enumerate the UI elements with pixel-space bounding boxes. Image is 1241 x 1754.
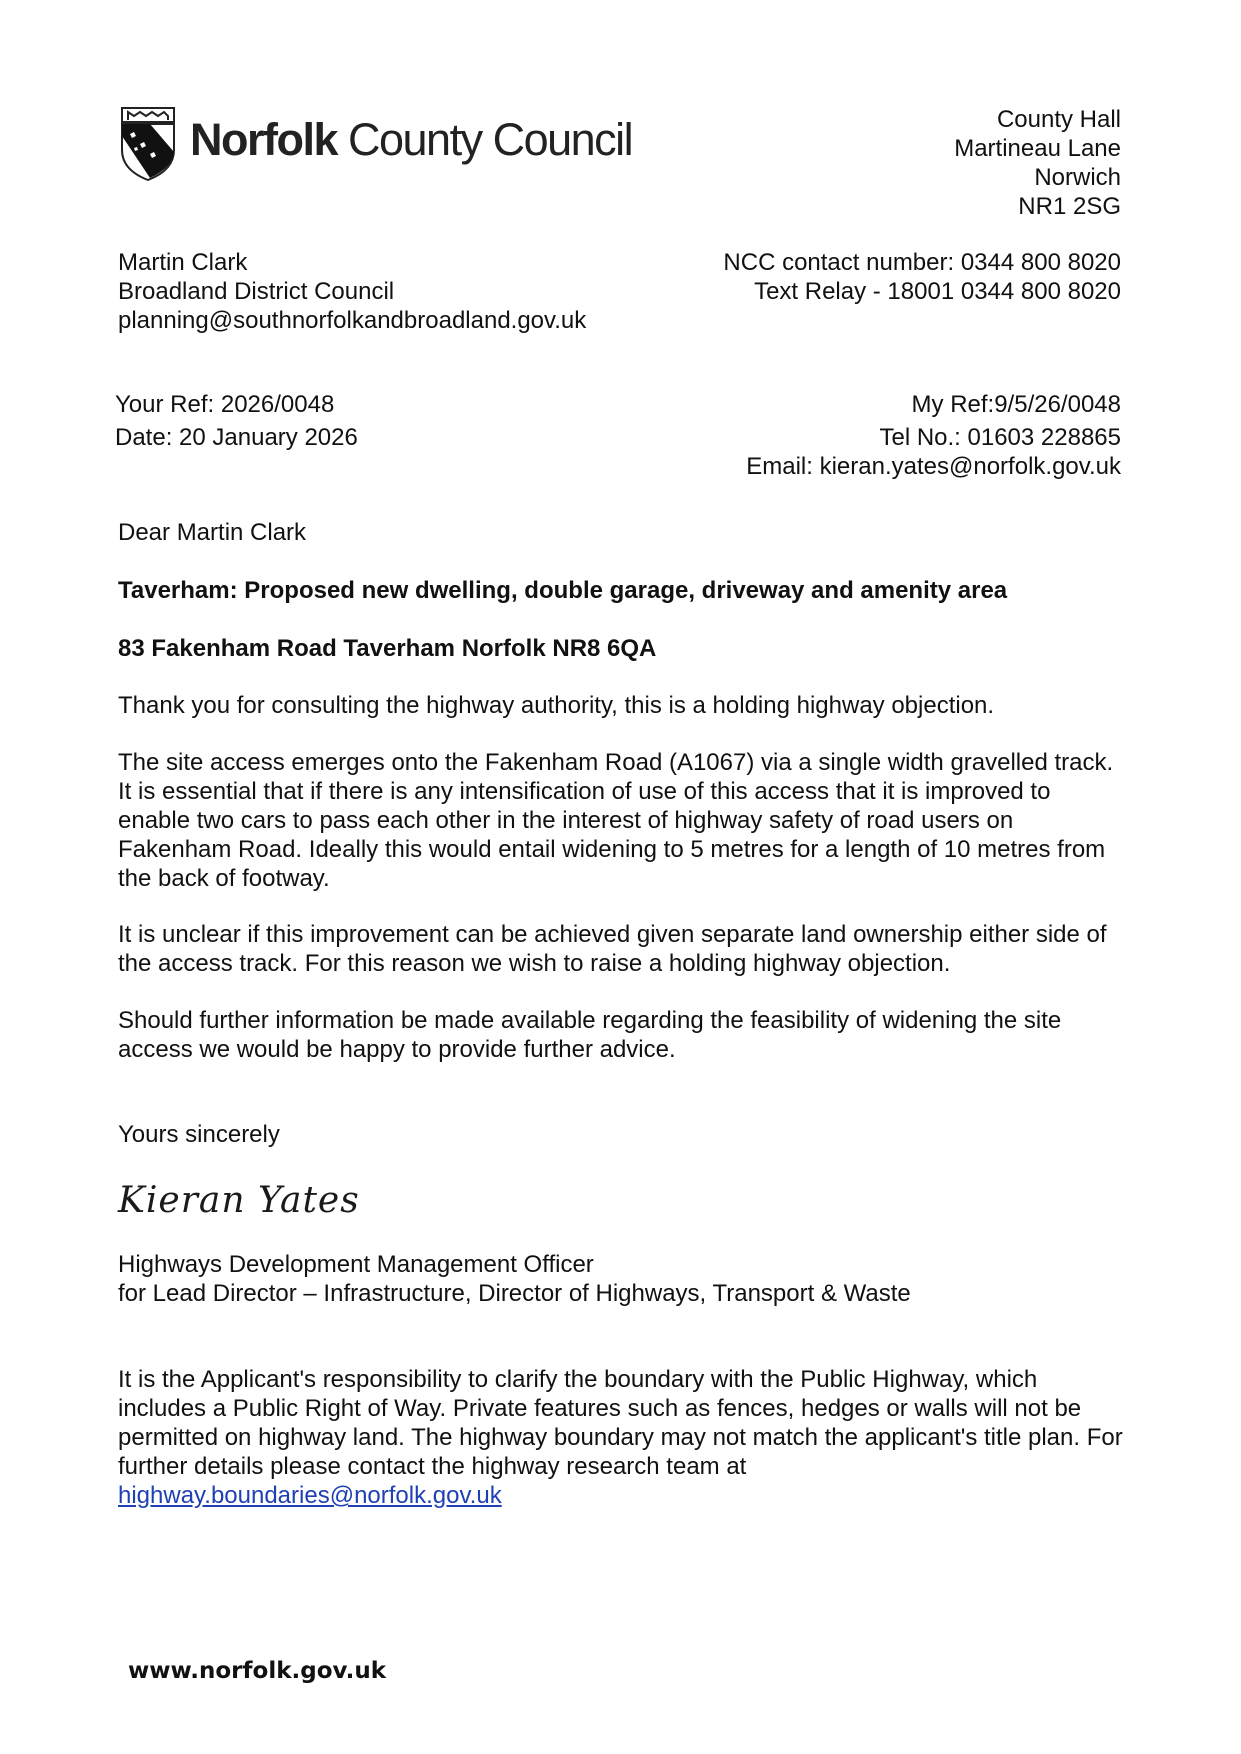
highway-boundaries-email-link[interactable]: highway.boundaries@norfolk.gov.uk [118,1482,502,1509]
ncc-contact-number: NCC contact number: 0344 800 8020 [723,249,1121,276]
subject-heading: Taverham: Proposed new dwelling, double garage, driveway and amenity area [118,577,1008,604]
address-line: Norwich [1034,164,1121,191]
boundary-note-text: It is the Applicant's responsibility to clarify the boundary with the Public Highway, which includes a Public Right of Way. Private features such as fences, hedges or walls will not be permitted on highway land. The highway boundary may not match the applicant's title plan. For further details please contact the highway research team at [118,1366,1123,1480]
tel-number: Tel No.: 01603 228865 [879,424,1121,451]
intro-paragraph: Thank you for consulting the highway authority, this is a holding highway objection. [118,692,995,719]
council-address [954,105,1121,221]
norfolk-crest-icon [120,106,176,182]
site-address-heading: 83 Fakenham Road Taverham Norfolk NR8 6QA [118,635,657,662]
recipient-block [118,248,586,335]
recipient-name: Martin Clark [118,249,248,276]
body-paragraph: The site access emerges onto the Fakenham Road (A1067) via a single width gravelled track. It is essential that if there is any intensification of use of this access that it is improved to enable two cars to pass each other in the interest of highway safety of road users on Fakenham Road. Ideally this would entail widening to 5 metres for a length of 10 metres from the back of footway. [118,749,1114,892]
text-relay-number: Text Relay - 18001 0344 800 8020 [754,278,1121,305]
address-line: NR1 2SG [1018,193,1121,220]
signature: Kieran Yates [118,1180,360,1221]
body-paragraph: Should further information be made available regarding the feasibility of widening the site access we would be happy to provide further advice. [118,1007,1062,1063]
recipient-email: planning@southnorfolkandbroadland.gov.uk [118,307,587,334]
footer-website: www.norfolk.gov.uk [128,1658,387,1684]
body-paragraph: It is unclear if this improvement can be achieved given separate land ownership either side of the access track. For this reason we wish to raise a holding highway objection. [118,921,1107,977]
your-ref: Your Ref: 2026/0048 [115,391,335,418]
boundary-note [118,1365,1128,1510]
signatory-department: for Lead Director – Infrastructure, Director of Highways, Transport & Waste [118,1280,911,1307]
council-logo [120,106,633,186]
address-line: County Hall [996,106,1121,133]
contact-block [723,248,1121,306]
signatory-title: Highways Development Management Officer [118,1251,594,1278]
closing: Yours sincerely [118,1121,280,1148]
my-ref-block [746,390,1121,481]
my-ref: My Ref:9/5/26/0048 [911,391,1121,418]
officer-email: Email: kieran.yates@norfolk.gov.uk [746,453,1121,480]
address-line: Martineau Lane [954,135,1121,162]
letter-date: Date: 20 January 2026 [115,424,358,451]
salutation: Dear Martin Clark [118,519,307,546]
recipient-organisation: Broadland District Council [118,278,395,305]
council-wordmark: Norfolk County Council [190,114,633,165]
